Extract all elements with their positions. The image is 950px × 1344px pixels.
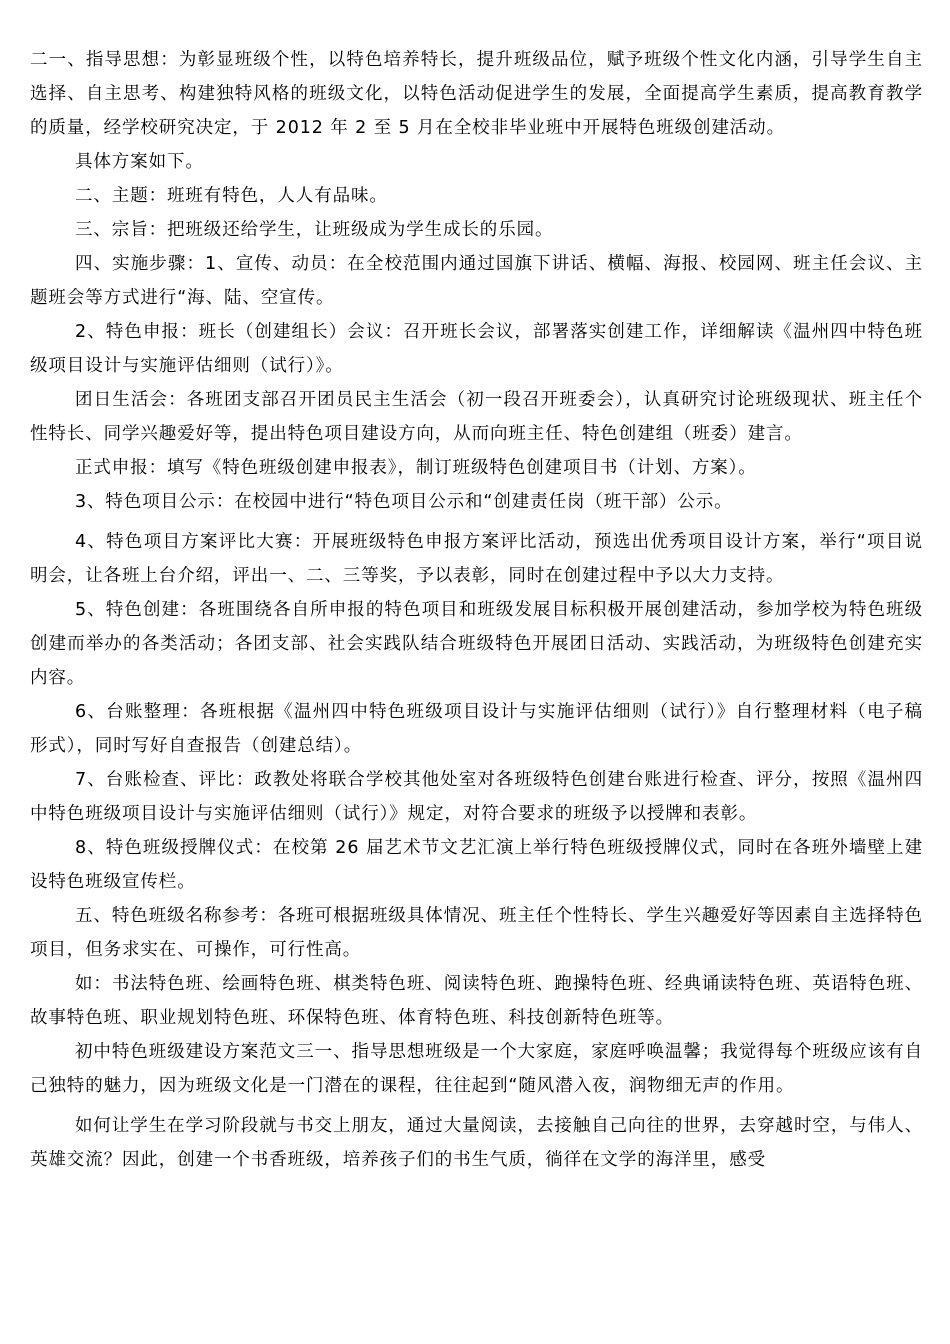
paragraph-reading: 如何让学生在学习阶段就与书交上朋友，通过大量阅读，去接触自己向往的世界，去穿越时空，与伟人、英雄交流？因此，创建一个书香班级，培养孩子们的书生气质，徜徉在文学的海洋里，感受	[30, 1116, 923, 1170]
paragraph-league-meeting: 团日生活会：各班团支部召开团员民主生活会（初一段召开班委会），认真研究讨论班级现状、班主任个性特长、同学兴趣爱好等，提出特色项目建设方向，从而向班主任、特色创建组（班委）建言。	[30, 390, 923, 444]
paragraph-theme: 二、主题：班班有特色，人人有品味。	[75, 186, 388, 206]
paragraph-step-3: 3、特色项目公示：在校园中进行“特色项目公示和“创建责任岗（班干部）公示。	[75, 492, 733, 512]
paragraph-class-names: 五、特色班级名称参考：各班可根据班级具体情况、班主任个性特长、学生兴趣爱好等因素自主选择特色项目，但务求实在、可操作，可行性高。	[30, 906, 923, 960]
paragraph-step-5: 5、特色创建：各班围绕各自所申报的特色项目和班级发展目标积极开展创建活动，参加学校为特色班级创建而举办的各类活动；各团支部、社会实践队结合班级特色开展团日活动、实践活动，为班级特色创建充实内容。	[30, 600, 923, 688]
paragraph-step-8: 8、特色班级授牌仪式：在校第 26 届艺术节文艺汇演上举行特色班级授牌仪式，同时在各班外墙壁上建设特色班级宣传栏。	[30, 838, 923, 892]
paragraph-purpose: 三、宗旨：把班级还给学生，让班级成为学生成长的乐园。	[75, 220, 554, 240]
paragraph-step-4: 4、特色项目方案评比大赛：开展班级特色申报方案评比活动，预选出优秀项目设计方案，举行“项目说明会，让各班上台介绍，评出一、二、三等奖，予以表彰，同时在创建过程中予以大力支持。	[30, 532, 923, 586]
paragraph-step-6: 6、台账整理：各班根据《温州四中特色班级项目设计与实施评估细则（试行）》自行整理材料（电子稿形式），同时写好自查报告（创建总结）。	[30, 702, 923, 756]
paragraph-sample-three: 初中特色班级建设方案范文三一、指导思想班级是一个大家庭，家庭呼唤温馨；我觉得每个班级应该有自己独特的魅力，因为班级文化是一门潜在的课程，往往起到“随风潜入夜，润物细无声的作用。	[30, 1042, 923, 1096]
paragraph-examples: 如：书法特色班、绘画特色班、棋类特色班、阅读特色班、跑操特色班、经典诵读特色班、英语特色班、故事特色班、职业规划特色班、环保特色班、体育特色班、科技创新特色班等。	[30, 974, 923, 1028]
paragraph-step-1: 四、实施步骤：1、宣传、动员：在全校范围内通过国旗下讲话、横幅、海报、校园网、班主任会议、主题班会等方式进行“海、陆、空宣传。	[30, 254, 923, 308]
paragraph-step-7: 7、台账检查、评比：政教处将联合学校其他处室对各班级特色创建台账进行检查、评分，按照《温州四中特色班级项目设计与实施评估细则（试行）》规定，对符合要求的班级予以授牌和表彰。	[30, 770, 923, 824]
paragraph-plan-intro: 具体方案如下。	[75, 152, 204, 172]
paragraph-step-2: 2、特色申报：班长（创建组长）会议：召开班长会议，部署落实创建工作，详细解读《温州四中特色班级项目设计与实施评估细则（试行）》。	[30, 322, 923, 376]
paragraph-guiding-ideology: 二一、指导思想：为彰显班级个性，以特色培养特长，提升班级品位，赋予班级个性文化内涵，引导学生自主选择、自主思考、构建独特风格的班级文化，以特色活动促进学生的发展，全面提高学生素质，提高教育教学的质量，经学校研究决定，于 2012 年 2 至 5 月在全校非毕业班中开展特色班级创建活动。	[30, 50, 923, 138]
document-body	[30, 43, 923, 1177]
paragraph-formal-application: 正式申报：填写《特色班级创建申报表》，制订班级特色创建项目书（计划、方案）。	[75, 458, 757, 478]
